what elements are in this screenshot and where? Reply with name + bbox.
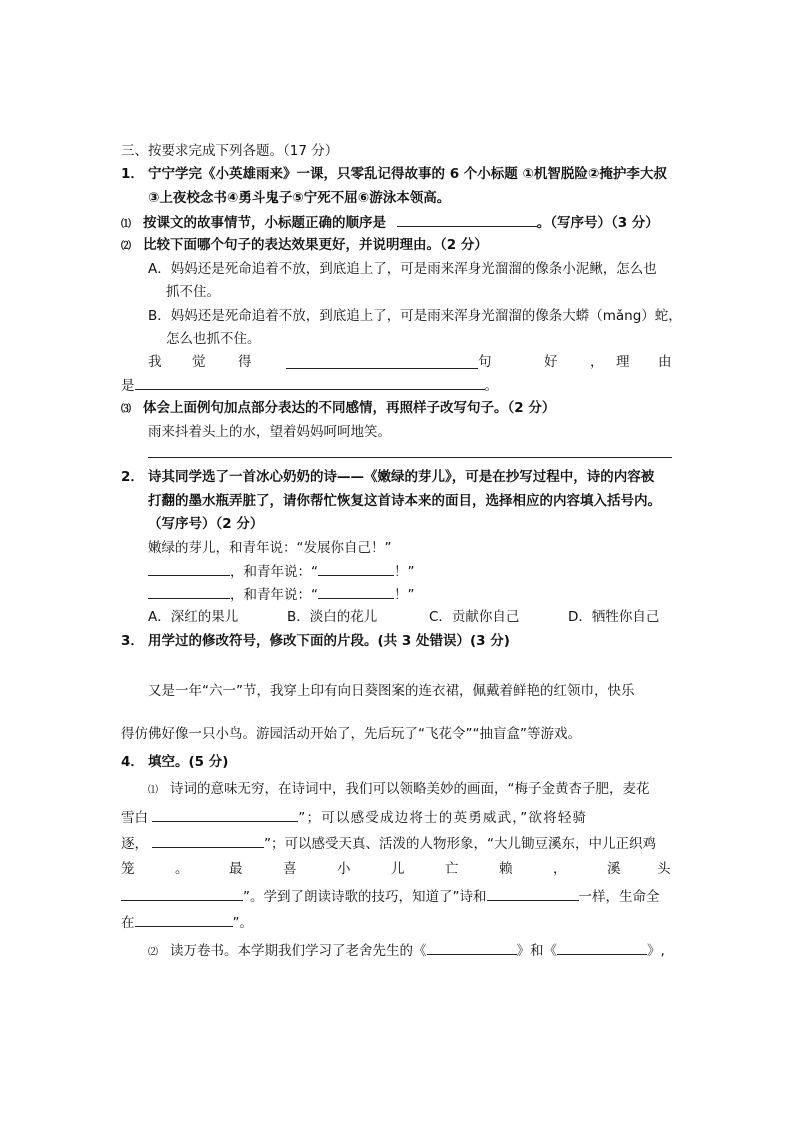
- q4-p1-l3a: 逐，: [121, 836, 148, 852]
- poem-char: 最: [229, 861, 243, 877]
- reason-char-1: 我: [148, 354, 162, 370]
- book-title-blank-1[interactable]: [427, 940, 517, 955]
- q2-number: 2．: [121, 469, 144, 485]
- section-title: 三、按要求完成下列各题。（17 分）: [121, 143, 339, 159]
- q3-paragraph-line2: 得仿佛好像一只小鸟。游园活动开始了，先后玩了“飞花令”“抽盲盒”等游戏。: [121, 726, 581, 742]
- poem-char: 小: [337, 861, 351, 877]
- poem-line1: 嫩绿的芽儿，和青年说：“发展你自己！”: [148, 540, 392, 556]
- reason-is: 是: [121, 378, 135, 394]
- option-a-line2: 抓不住。: [166, 284, 220, 300]
- q4-p1-l5b: ”。学到了朗读诗歌的技巧，知道了”诗和: [243, 889, 487, 905]
- poem-char: 头: [657, 861, 671, 877]
- reason-mid-2: 好: [544, 354, 558, 370]
- q1-sub2-number: ⑵: [121, 241, 131, 252]
- poem-char: 喜: [283, 861, 297, 877]
- poem-fill-blank-3[interactable]: [121, 886, 243, 901]
- reason-mid-3: ，: [590, 354, 604, 370]
- example-sentence: 雨来抖着头上的水，望着妈妈呵呵地笑。: [148, 424, 391, 440]
- q1-sub1-text: 按课文的故事情节，小标题正确的顺序是: [143, 215, 386, 231]
- q1-line1: [121, 164, 667, 184]
- option-b-line2: 怎么也抓不住。: [166, 331, 261, 347]
- q2-option-d: D．牺牲你自己: [568, 609, 660, 625]
- q1-line2: ③上夜校念书④勇斗鬼子⑤宁死不屈⑥游泳本领高。: [148, 190, 451, 206]
- q1-number: 1．: [121, 166, 144, 182]
- q3-paragraph-line1: 又是一年“六一”节，我穿上印有向日葵图案的连衣裙，佩戴着鲜艳的红领巾，快乐: [148, 683, 635, 699]
- q4-p1-l2a: 雪白: [121, 810, 148, 826]
- q3-text: 用学过的修改符号，修改下面的片段。(共 3 处错误）(3 分): [148, 633, 510, 649]
- q4-p1-text: 诗词的意味无穷，在诗词中，我们可以领略美妙的画面，“梅子金黄杏子肥，麦花: [170, 781, 650, 797]
- q1-sub3-number: ⑶: [121, 404, 131, 415]
- q2-option-c: C．贡献你自己: [429, 609, 520, 625]
- reason-line2: [121, 375, 498, 396]
- q4-p1-number: ⑴: [148, 785, 158, 796]
- q4-p2-line: [148, 940, 665, 963]
- poem-blank-3[interactable]: [148, 584, 230, 599]
- reason-end: 。: [484, 378, 498, 394]
- option-a-line1: A．妈妈还是死命追着不放，到底追上了，可是雨来浑身光溜溜的像条小泥鳅，怎么也: [148, 261, 657, 277]
- poem-end-2: ！”: [394, 587, 415, 603]
- q4-p1-line2: [121, 807, 587, 828]
- rewrite-answer-line[interactable]: [148, 457, 672, 458]
- q2-text: 诗其同学选了一首冰心奶奶的诗——《嫩绿的芽儿》，可是在抄写过程中，诗的内容被: [148, 469, 655, 485]
- q4-p2-mid: 》和《: [516, 943, 557, 959]
- reason-mid-4: 理: [616, 354, 630, 370]
- q4-p1-l6b: ”。: [232, 915, 253, 931]
- q1-text: 宁宁学完《小英雄雨来》一课，只零乱记得故事的 6 个小标题 ①机智脱险②掩护李大叔: [148, 166, 667, 182]
- q4-p1-l3b: ”；可以感受天真、活泼的人物形象，“大儿锄豆溪东，中儿正织鸡: [264, 836, 656, 852]
- q4-text: 填空。(5 分): [148, 754, 229, 770]
- q2-option-b: B．淡白的花儿: [287, 609, 378, 625]
- poem-fill-blank-5[interactable]: [135, 912, 233, 927]
- q4-line: [121, 752, 228, 772]
- q4-p1-l5c: 一样，生命全: [578, 889, 660, 905]
- poem-mid-1: ，和青年说：“: [230, 564, 318, 580]
- q4-p1-l6a: 在: [121, 915, 135, 931]
- q2-line1: [121, 467, 654, 487]
- poem-line2: [148, 561, 415, 582]
- better-sentence-blank[interactable]: [286, 354, 478, 369]
- poem-blank-1[interactable]: [148, 561, 230, 576]
- q3-number: 3．: [121, 633, 144, 649]
- q2-option-a: A．深红的果儿: [148, 609, 239, 625]
- poem-fill-blank-1[interactable]: [152, 807, 298, 822]
- q3-line: [121, 631, 510, 651]
- poem-char: 儿: [391, 861, 405, 877]
- poem-char: 溪: [607, 861, 621, 877]
- poem-char: 赖: [499, 861, 513, 877]
- poem-fill-blank-2[interactable]: [152, 833, 264, 848]
- poem-char: 笼: [121, 861, 135, 877]
- poem-char: 。: [175, 861, 189, 877]
- q4-p2-end: 》,: [647, 943, 665, 959]
- q1-sub2-text: 比较下面哪个句子的表达效果更好，并说明理由。（2 分）: [143, 237, 488, 253]
- poem-mid-2: ，和青年说：“: [230, 587, 318, 603]
- poem-end-1: ！”: [394, 564, 415, 580]
- book-title-blank-2[interactable]: [557, 940, 647, 955]
- reason-blank[interactable]: [135, 375, 485, 390]
- q1-sub1-tail: 。（写序号）（3 分）: [536, 215, 659, 231]
- q4-p1-line1: [148, 779, 650, 801]
- q1-sub1: [121, 212, 659, 235]
- q1-sub3: [121, 398, 555, 420]
- order-answer-blank[interactable]: [397, 212, 537, 227]
- poem-char: 亡: [445, 861, 459, 877]
- poem-blank-2[interactable]: [318, 561, 394, 576]
- poem-blank-4[interactable]: [318, 584, 394, 599]
- q2-line3: （写序号）（2 分）: [148, 516, 264, 532]
- q4-p2-number: ⑵: [148, 947, 158, 958]
- reason-char-2: 觉: [192, 354, 206, 370]
- q2-line2: 打翻的墨水瓶弄脏了，请你帮忙恢复这首诗本来的面目，选择相应的内容填入括号内。: [148, 493, 661, 509]
- reason-mid-5: 由: [658, 354, 672, 370]
- q1-sub3-text: 体会上面例句加点部分表达的不同感情，再照样子改写句子。（2 分）: [143, 400, 556, 416]
- option-b-line1: B．妈妈还是死命追着不放，到底追上了，可是雨来浑身光溜溜的像条大蟒（mǎng）蛇，: [148, 308, 682, 324]
- q4-number: 4．: [121, 754, 144, 770]
- q4-p1-line3: [121, 833, 656, 854]
- reason-mid-1: 句: [478, 354, 492, 370]
- q4-p1-line6: [121, 912, 253, 933]
- poem-char: ，: [553, 861, 567, 877]
- reason-char-3: 得: [238, 354, 252, 370]
- q1-sub2: [121, 235, 488, 257]
- poem-line3: [148, 584, 415, 605]
- poem-fill-blank-4[interactable]: [487, 886, 579, 901]
- q4-p2-text: 读万卷书。本学期我们学习了老舍先生的《: [170, 943, 427, 959]
- q4-p1-line5: [121, 886, 660, 907]
- q1-sub1-number: ⑴: [121, 219, 131, 230]
- q4-p1-l2b: ”；可以感受成边将士的英勇威武，”欲将轻骑: [298, 810, 588, 826]
